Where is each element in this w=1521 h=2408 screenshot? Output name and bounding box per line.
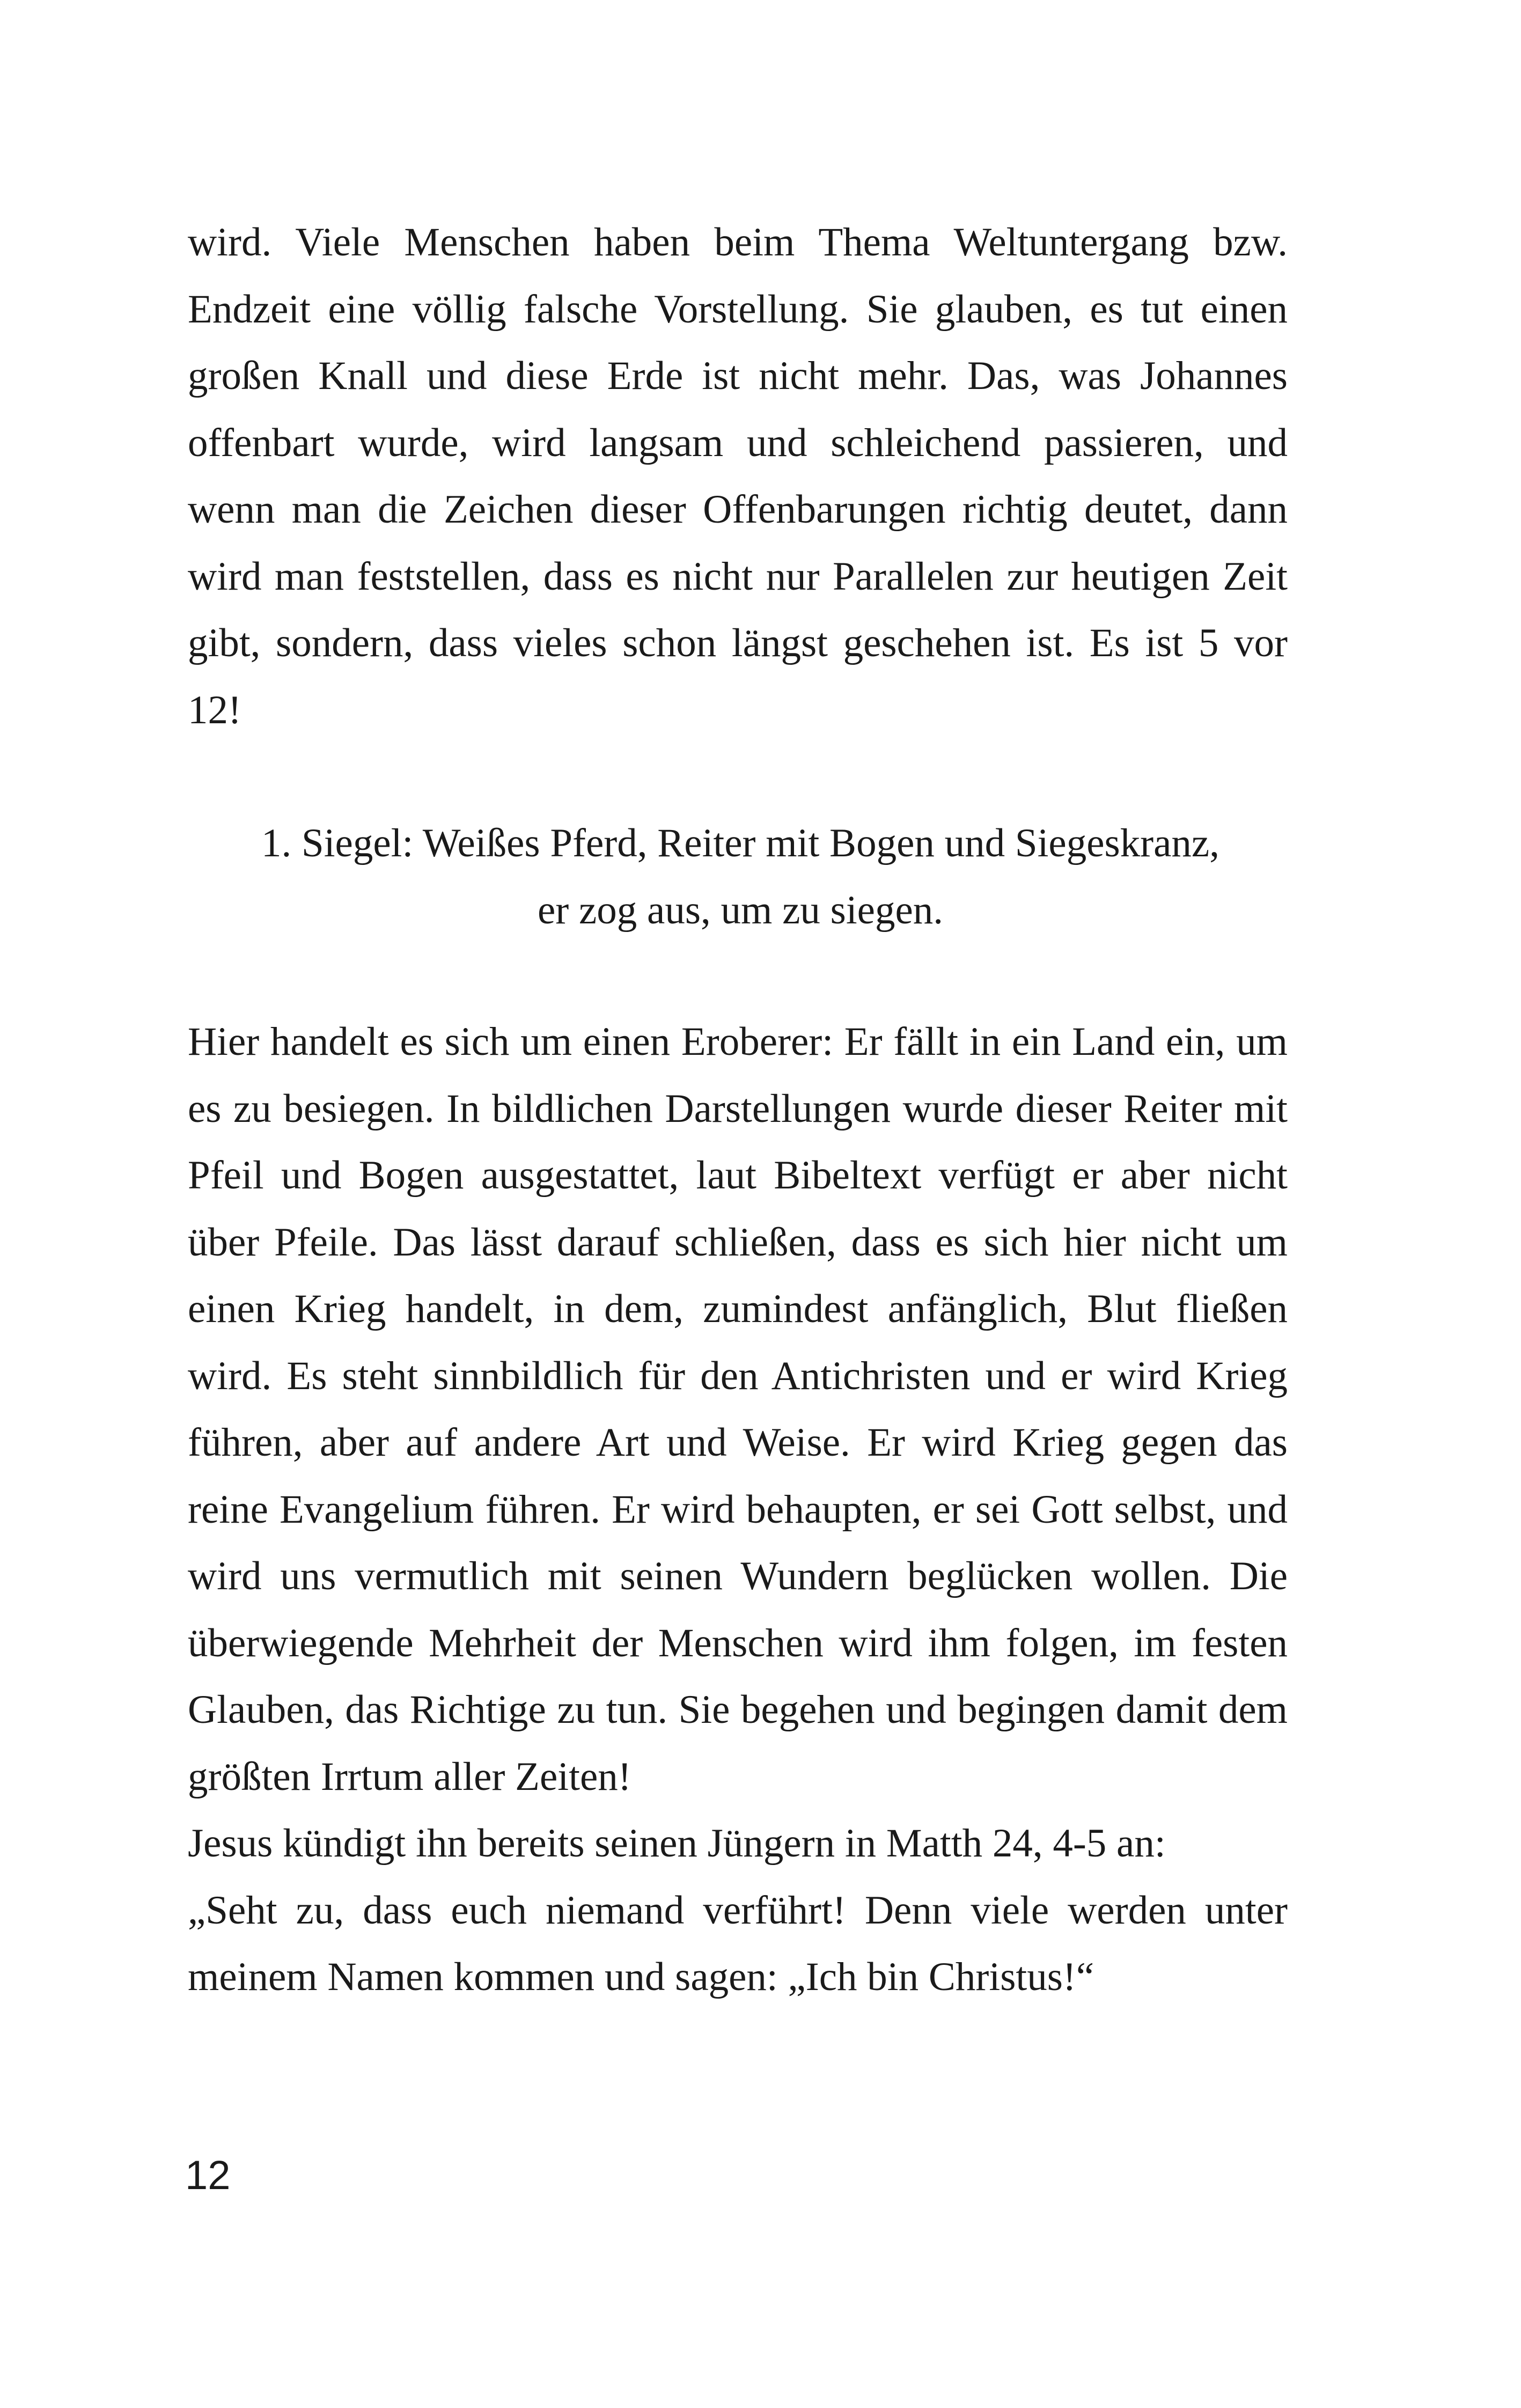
interpretation-paragraph: Hier handelt es sich um einen Eroberer: Er fällt in ein Land ein, um es zu besiegen. In bildlichen Darstellungen wurde dieser Reiter mit Pfeil und Bogen ausgestattet, laut Bibeltext verfügt er aber nicht über Pfeile. Das lässt darauf schließen, dass es sich hier nicht um einen Krieg handelt, in dem, zumindest anfänglich, Blut fließen wird. Es steht sinnbildlich für den Antichristen und er wird Krieg führen, aber auf andere Art und Weise. Er wird Krieg gegen das reine Evangelium führen. Er wird behaupten, er sei Gott selbst, und wird uns vermutlich mit seinen Wundern beglücken wollen. Die überwiegende Mehrheit der Menschen wird ihm folgen, im festen Glauben, das Richtige zu tun. Sie begehen und begingen damit dem größten Irrtum aller Zeiten! bbox=[188, 1019, 1288, 1799]
seal-heading-line-2: er zog aus, um zu siegen. bbox=[537, 887, 943, 933]
seal-heading bbox=[182, 810, 1298, 944]
intro-section bbox=[188, 209, 1288, 744]
seal-heading-line-1: 1. Siegel: Weißes Pferd, Reiter mit Bogen und Siegeskranz, bbox=[261, 821, 1219, 865]
bible-quote: „Seht zu, dass euch niemand verführt! Denn viele werden unter meinem Namen kommen und sagen: „Ich bin Christus!“ bbox=[188, 1888, 1288, 1999]
jesus-intro-line: Jesus kündigt ihn bereits seinen Jüngern in Matth 24, 4-5 an: bbox=[188, 1821, 1166, 1866]
page-number: 12 bbox=[185, 2153, 231, 2198]
interpretation-section bbox=[188, 1009, 1288, 2011]
intro-paragraph: wird. Viele Menschen haben beim Thema Weltuntergang bzw. Endzeit eine völlig falsche Vorstellung. Sie glauben, es tut einen großen Knall und diese Erde ist nicht mehr. Das, was Johannes offenbart wurde, wird langsam und schleichend passieren, und wenn man die Zeichen dieser Offenbarungen richtig deutet, dann wird man feststellen, dass es nicht nur Parallelen zur heutigen Zeit gibt, sondern, dass vieles schon längst geschehen ist. Es ist 5 vor 12! bbox=[188, 220, 1288, 732]
